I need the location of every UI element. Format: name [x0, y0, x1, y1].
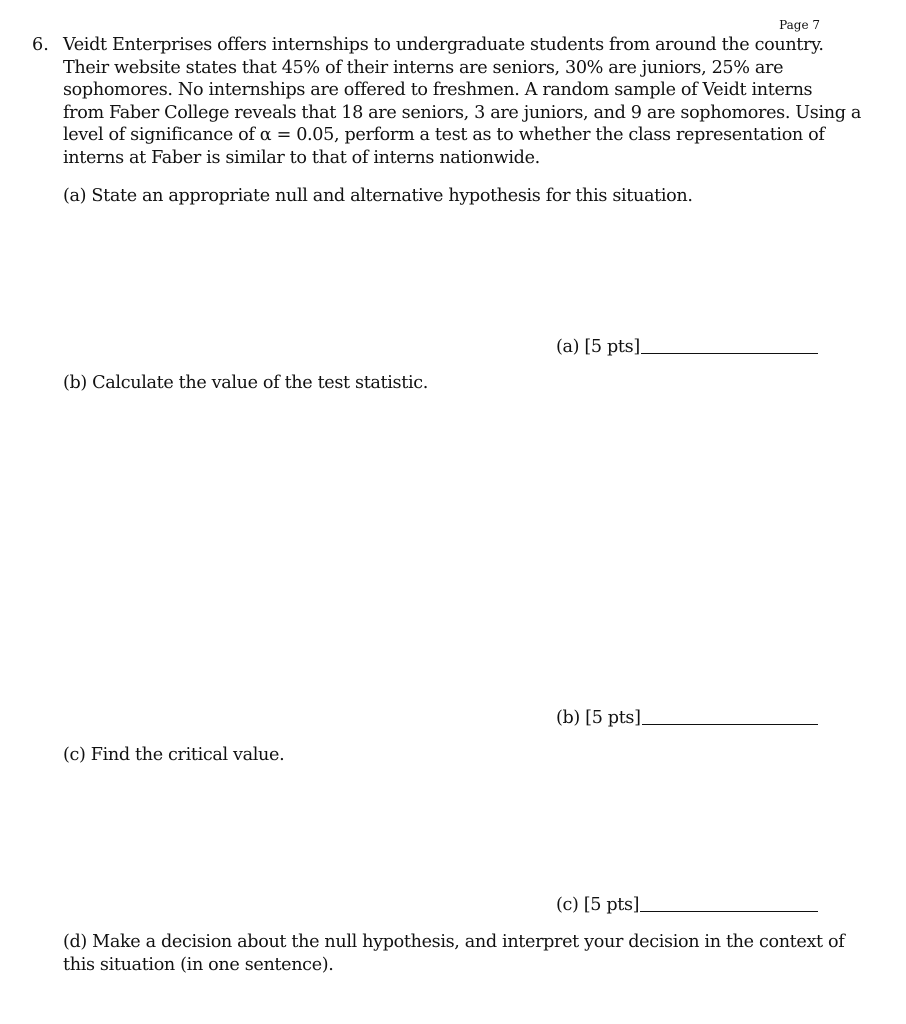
- part-a-answer-blank[interactable]: [641, 352, 818, 354]
- part-d-prompt-line: this situation (in one sentence).: [63, 954, 334, 975]
- part-a-prompt: (a) State an appropriate null and alternative hypothesis for this situation.: [63, 186, 693, 206]
- problem-statement: [63, 34, 862, 169]
- part-b-prompt: (b) Calculate the value of the test statistic.: [63, 373, 428, 393]
- problem-line: Veidt Enterprises offers internships to undergraduate students from around the country.: [63, 35, 824, 55]
- part-d-prompt: [63, 931, 844, 976]
- problem-number: 6.: [32, 35, 49, 55]
- problem-line: from Faber College reveals that 18 are seniors, 3 are juniors, and 9 are sophomores. Using a: [63, 102, 862, 123]
- part-c-answer-label: (c) [5 pts]: [556, 895, 640, 915]
- part-d-prompt-line: (d) Make a decision about the null hypothesis, and interpret your decision in the context of: [63, 932, 845, 952]
- part-c-answer-blank[interactable]: [640, 910, 818, 912]
- problem-line: level of significance of α = 0.05, perform a test as to whether the class representation of: [63, 125, 825, 145]
- part-a-answer[interactable]: [556, 336, 818, 358]
- problem-line: Their website states that 45% of their interns are seniors, 30% are juniors, 25% are: [63, 57, 784, 78]
- part-c-answer[interactable]: [556, 894, 818, 916]
- part-b-answer-blank[interactable]: [642, 723, 818, 725]
- part-b-answer-label: (b) [5 pts]: [556, 708, 641, 728]
- part-a-answer-label: (a) [5 pts]: [556, 337, 640, 357]
- problem-6: [32, 34, 862, 169]
- page-number: Page 7: [779, 18, 820, 32]
- part-b-answer[interactable]: [556, 707, 818, 729]
- problem-line: sophomores. No internships are offered to freshmen. A random sample of Veidt interns: [63, 80, 813, 100]
- problem-line: interns at Faber is similar to that of interns nationwide.: [63, 147, 540, 168]
- part-c-prompt: (c) Find the critical value.: [63, 745, 285, 765]
